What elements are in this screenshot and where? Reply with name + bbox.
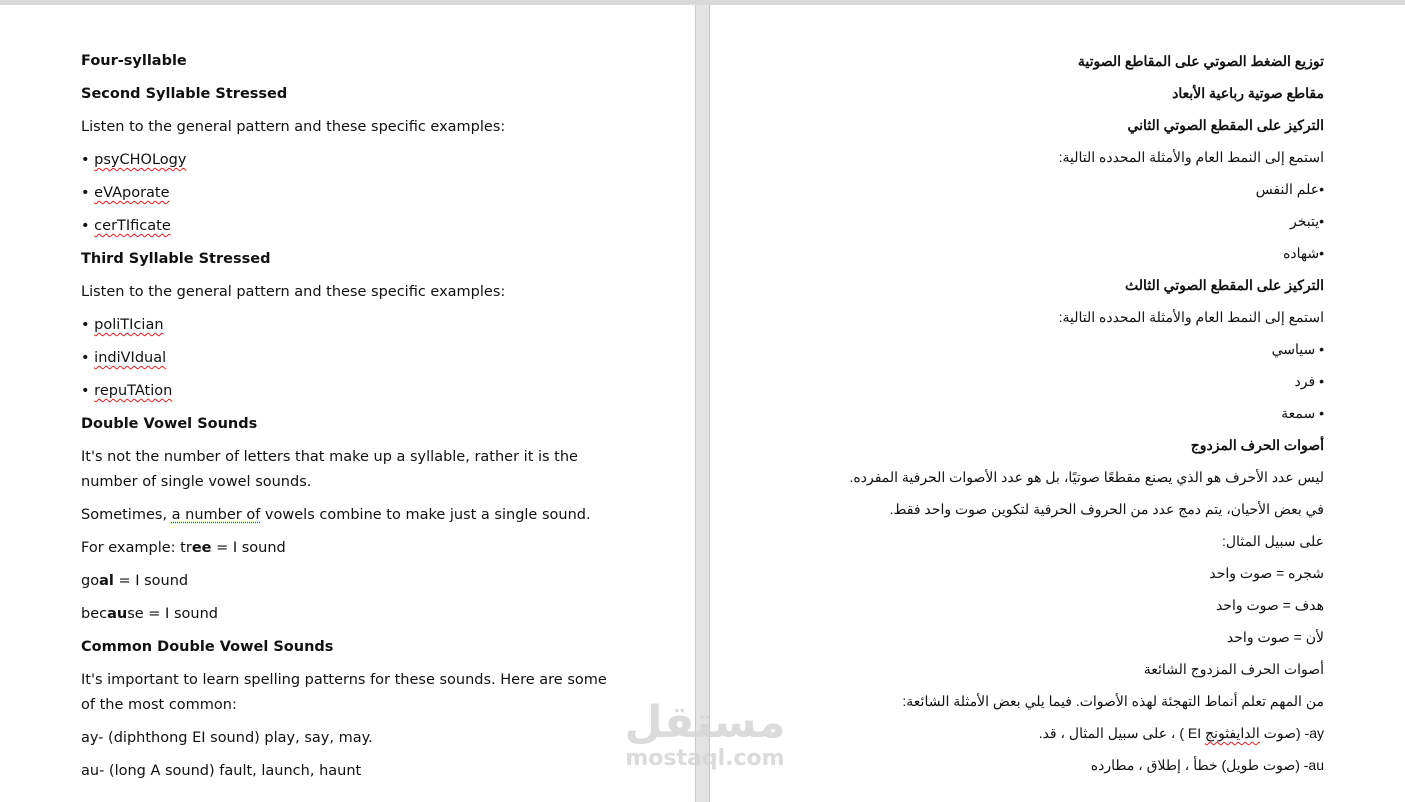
misspelled-word: الدايفثونج xyxy=(1205,725,1260,741)
paragraph: على سبيل المثال: xyxy=(1221,533,1324,549)
example-line xyxy=(81,602,611,627)
text: go xyxy=(81,573,100,589)
grammar-flag: a number of xyxy=(171,507,261,523)
bold-text: au xyxy=(107,606,128,622)
list-text: سمعة xyxy=(1281,405,1316,421)
list-item: • cerTIficate xyxy=(81,218,171,234)
list-text: سياسي xyxy=(1271,341,1316,357)
example-line xyxy=(81,569,611,594)
text: Sometimes, xyxy=(81,507,172,523)
list-item: • فرد xyxy=(1294,373,1324,389)
misspelled-word: eVAporate xyxy=(94,185,170,201)
list-item: • indiVIdual xyxy=(81,350,167,366)
paragraph xyxy=(81,503,611,528)
paragraph: في بعض الأحيان، يتم دمج عدد من الحروف الحرفية لتكوين صوت واحد فقط. xyxy=(889,501,1324,517)
heading: Common Double Vowel Sounds xyxy=(81,639,334,655)
paragraph: au- (long A sound) fault, launch, haunt xyxy=(81,763,362,779)
page-gap xyxy=(695,5,710,802)
heading: التركيز على المقطع الصوتي الثالث xyxy=(1125,277,1324,293)
document-page-left[interactable] xyxy=(0,5,695,802)
paragraph: أصوات الحرف المزدوج الشائعة xyxy=(1143,661,1324,677)
heading: أصوات الحرف المزدوج xyxy=(1190,437,1324,453)
example-line: شجره = صوت واحد xyxy=(1209,565,1324,581)
list-text: يتبخر xyxy=(1289,213,1320,229)
list-item: • سياسي xyxy=(1271,341,1324,357)
misspelled-word: repuTAtion xyxy=(94,383,173,399)
paragraph xyxy=(784,721,1324,745)
text: = I sound xyxy=(113,573,189,589)
paragraph: It's important to learn spelling patterns for these sounds. Here are some of the most common: xyxy=(81,672,607,713)
text: EI ) ، على سبيل المثال ، قد. xyxy=(1038,725,1206,741)
text: bec xyxy=(81,606,108,622)
heading: Double Vowel Sounds xyxy=(81,416,258,432)
paragraph: ليس عدد الأحرف هو الذي يصنع مقطعًا صوتيًا، بل هو عدد الأصوات الحرفية المفرده. xyxy=(849,469,1324,485)
list-item: •علم النفس xyxy=(1255,181,1324,197)
bold-text: ee xyxy=(191,540,212,556)
text: vowels combine to make just a single sound. xyxy=(260,507,591,523)
heading: Second Syllable Stressed xyxy=(81,86,288,102)
list-item: • psyCHOLogy xyxy=(81,152,187,168)
text: se = I sound xyxy=(127,606,218,622)
bold-text: al xyxy=(99,573,114,589)
paragraph: من المهم تعلم أنماط التهجئة لهذه الأصوات. فيما يلي بعض الأمثلة الشائعة: xyxy=(902,693,1324,709)
list-item: • poliTIcian xyxy=(81,317,164,333)
example-line: هدف = صوت واحد xyxy=(1215,597,1324,613)
misspelled-word: poliTIcian xyxy=(94,317,164,333)
text: = I sound xyxy=(211,540,286,556)
heading: Four-syllable xyxy=(81,53,187,69)
paragraph: au- (صوت طويل) خطأ ، إطلاق ، مطارده xyxy=(1090,757,1324,773)
list-item: •شهاده xyxy=(1283,245,1324,261)
paragraph: Listen to the general pattern and these specific examples: xyxy=(81,284,506,300)
watermark-latin: mostaql.com xyxy=(625,746,785,771)
misspelled-word: psyCHOLogy xyxy=(94,152,187,168)
heading: التركيز على المقطع الصوتي الثاني xyxy=(1127,117,1324,133)
paragraph: استمع إلى النمط العام والأمثلة المحدده التالية: xyxy=(1058,309,1324,325)
text: For example: tr xyxy=(81,540,192,556)
list-item: • repuTAtion xyxy=(81,383,173,399)
text: ay- (صوت xyxy=(1259,725,1324,741)
paragraph: استمع إلى النمط العام والأمثلة المحدده التالية: xyxy=(1058,149,1324,165)
paragraph: It's not the number of letters that make up a syllable, rather it is the number of single vowel sounds. xyxy=(81,449,578,490)
paragraph: ay- (diphthong EI sound) play, say, may. xyxy=(81,730,373,746)
example-line xyxy=(81,536,611,561)
heading: مقاطع صوتية رباعية الأبعاد xyxy=(1172,85,1324,101)
misspelled-word: indiVIdual xyxy=(94,350,167,366)
list-text: فرد xyxy=(1294,373,1316,389)
list-item: • سمعة xyxy=(1281,405,1324,421)
list-text: شهاده xyxy=(1283,245,1320,261)
list-text: علم النفس xyxy=(1255,181,1320,197)
paragraph: Listen to the general pattern and these specific examples: xyxy=(81,119,506,135)
heading: Third Syllable Stressed xyxy=(81,251,271,267)
left-page-content xyxy=(81,49,611,792)
document-page-right[interactable] xyxy=(710,5,1405,802)
example-line: لأن = صوت واحد xyxy=(1226,629,1324,645)
right-page-content xyxy=(784,49,1324,785)
misspelled-word: cerTIficate xyxy=(94,218,171,234)
list-item: • eVAporate xyxy=(81,185,170,201)
list-item: •يتبخر xyxy=(1289,213,1324,229)
watermark-arabic: مستقل xyxy=(624,697,786,748)
heading: توزيع الضغط الصوتي على المقاطع الصوتية xyxy=(1077,53,1324,69)
